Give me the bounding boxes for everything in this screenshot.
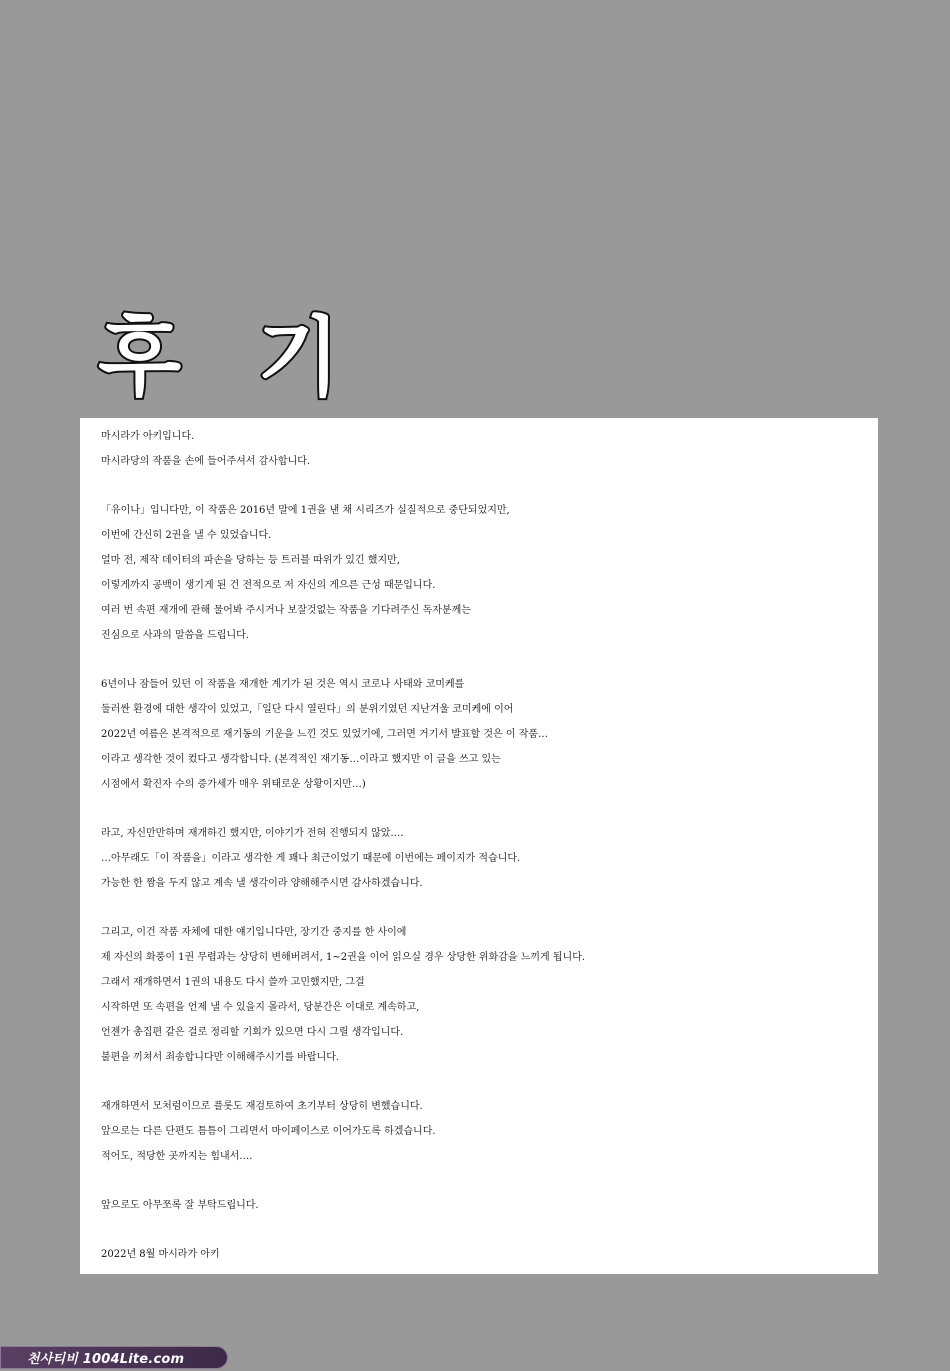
afterword-line: 이라고 생각한 것이 컸다고 생각합니다. (본격적인 재기동…이라고 했지만 이 글을 쓰고 있는 [101,754,501,765]
afterword-line: …아무래도「이 작품을」이라고 생각한 게 꽤나 최근이었기 때문에 이번에는 페이지가 적습니다. [101,853,521,864]
afterword-paragraph [101,424,878,474]
afterword-line: 불편을 끼쳐서 죄송합니다만 이해해주시기를 바랍니다. [101,1052,340,1063]
afterword-line: 2022년 8월 마시라가 아키 [101,1249,220,1260]
afterword-line: 제 자신의 화풍이 1권 무렵과는 상당히 변해버려서, 1~2권을 이어 읽으실 경우 상당한 위화감을 느끼게 됩니다. [101,952,586,963]
afterword-line: 앞으로는 다른 단편도 틈틈이 그리면서 마이페이스로 이어가도록 하겠습니다. [101,1126,436,1137]
afterword-paragraph [101,920,878,1070]
afterword-line: 언젠가 총집편 같은 걸로 정리할 기회가 있으면 다시 그릴 생각입니다. [101,1027,404,1038]
afterword-line: 적어도, 적당한 곳까지는 힘내서…. [101,1151,253,1162]
afterword-line: 둘러싼 환경에 대한 생각이 있었고,「일단 다시 열린다」의 분위기였던 지난겨울 코미케에 이어 [101,704,514,715]
page-title [98,308,340,408]
afterword-paragraph [101,1094,878,1169]
afterword-line: 가능한 한 짬을 두지 않고 계속 낼 생각이라 양해해주시면 감사하겠습니다. [101,878,423,889]
afterword-line: 시작하면 또 속편을 언제 낼 수 있을지 몰라서, 당분간은 이대로 계속하고, [101,1002,420,1013]
afterword-line: 이렇게까지 공백이 생기게 된 건 전적으로 저 자신의 게으른 근성 때문입니다. [101,580,436,591]
afterword-paragraph [101,1193,878,1218]
title-glyph: 기 [257,308,341,408]
afterword-line: 앞으로도 아무쪼록 잘 부탁드립니다. [101,1200,259,1211]
afterword-line: 재개하면서 모처럼이므로 플롯도 재검토하여 초기부터 상당히 변했습니다. [101,1101,423,1112]
afterword-paragraph [101,498,878,648]
afterword-line: 진심으로 사과의 말씀을 드립니다. [101,630,249,641]
afterword-paragraph [101,1242,878,1267]
afterword-line: 얼마 전, 제작 데이터의 파손을 당하는 등 트러블 따위가 있긴 했지만, [101,555,400,566]
afterword-line: 마시라당의 작품을 손에 들어주셔서 감사합니다. [101,456,311,467]
afterword-paragraph [101,672,878,797]
watermark-text: 천사티비 1004Lite.com [27,1352,185,1367]
afterword-line: 「유이나」입니다만, 이 작품은 2016년 말에 1권을 낸 채 시리즈가 실질적으로 중단되었지만, [101,505,510,516]
afterword-line: 이번에 간신히 2권을 낼 수 있었습니다. [101,530,272,541]
afterword-line: 여러 번 속편 재개에 관해 물어봐 주시거나 보잘것없는 작품을 기다려주신 독자분께는 [101,605,471,616]
afterword-line: 그리고, 이건 작품 자체에 대한 얘기입니다만, 장기간 중지를 한 사이에 [101,927,407,938]
afterword-paragraph [101,821,878,896]
afterword-line: 그래서 재개하면서 1권의 내용도 다시 쓸까 고민했지만, 그걸 [101,977,365,988]
afterword-line: 2022년 여름은 본격적으로 재기동의 기운을 느낀 것도 있었기에, 그러면 거기서 발표할 것은 이 작품… [101,729,549,740]
afterword-line: 6년이나 잠들어 있던 이 작품을 재개한 계기가 된 것은 역시 코로나 사태와 코미케를 [101,679,465,690]
afterword-line: 라고, 자신만만하며 재개하긴 했지만, 이야기가 전혀 진행되지 않았…. [101,828,404,839]
title-glyph: 후 [98,308,182,408]
afterword-line: 마시라가 아키입니다. [101,431,195,442]
site-watermark [0,1346,228,1369]
afterword-line: 시점에서 확진자 수의 증가세가 매우 위태로운 상황이지만…) [101,779,366,790]
afterword-text-box [80,418,878,1274]
